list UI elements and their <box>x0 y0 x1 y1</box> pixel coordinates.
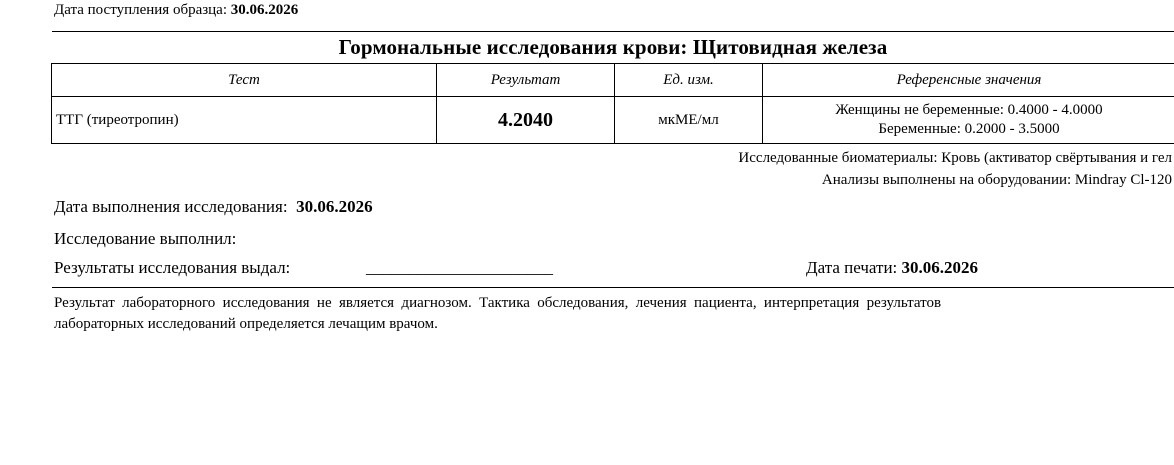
column-header-reference: Референсные значения <box>763 64 1174 97</box>
test-name-cell: ТТГ (тиреотропин) <box>52 97 437 144</box>
column-header-unit: Ед. изм. <box>615 64 763 97</box>
divider-bottom <box>52 287 1174 288</box>
print-date-label: Дата печати: <box>806 258 898 277</box>
result-value-cell: 4.2040 <box>437 97 615 144</box>
sample-date-label: Дата поступления образца: <box>54 2 228 18</box>
sample-received-date <box>54 2 298 19</box>
print-date-line <box>806 258 978 278</box>
reference-range-cell <box>763 97 1174 144</box>
divider-top <box>52 31 1174 32</box>
completion-date-value: 30.06.2026 <box>296 197 373 216</box>
equipment-note: Анализы выполнены на оборудовании: Mindray Cl-120 <box>821 172 1172 188</box>
results-table <box>51 63 1174 144</box>
unit-cell: мкМЕ/мл <box>615 97 763 144</box>
disclaimer <box>54 293 1174 335</box>
performer-label: Исследование выполнил: <box>54 229 237 248</box>
column-header-result: Результат <box>437 64 615 97</box>
disclaimer-line-2: лабораторных исследований определяется лечащим врачом. <box>54 316 438 332</box>
print-date-value: 30.06.2026 <box>901 258 979 277</box>
table-row <box>52 97 1174 144</box>
signature-line: ______________________ <box>366 258 553 277</box>
sample-date-value: 30.06.2026 <box>230 2 299 18</box>
issuer-label: Результаты исследования выдал: <box>54 258 291 277</box>
table-header-row <box>52 64 1174 97</box>
completion-date-line <box>54 197 373 217</box>
column-header-test: Тест <box>52 64 437 97</box>
biomaterials-note: Исследованные биоматериалы: Кровь (активатор свёртывания и гел <box>738 150 1172 166</box>
reference-range-pregnant: Беременные: 0.2000 - 3.5000 <box>878 121 1060 137</box>
reference-range-women: Женщины не беременные: 0.4000 - 4.0000 <box>835 102 1103 118</box>
disclaimer-line-1: Результат лабораторного исследования не является диагнозом. Тактика обследования, лечения пациента, интерпретация результатов <box>54 295 942 311</box>
section-title: Гормональные исследования крови: Щитовидная железа <box>338 35 888 59</box>
completion-date-label: Дата выполнения исследования: <box>54 197 288 216</box>
